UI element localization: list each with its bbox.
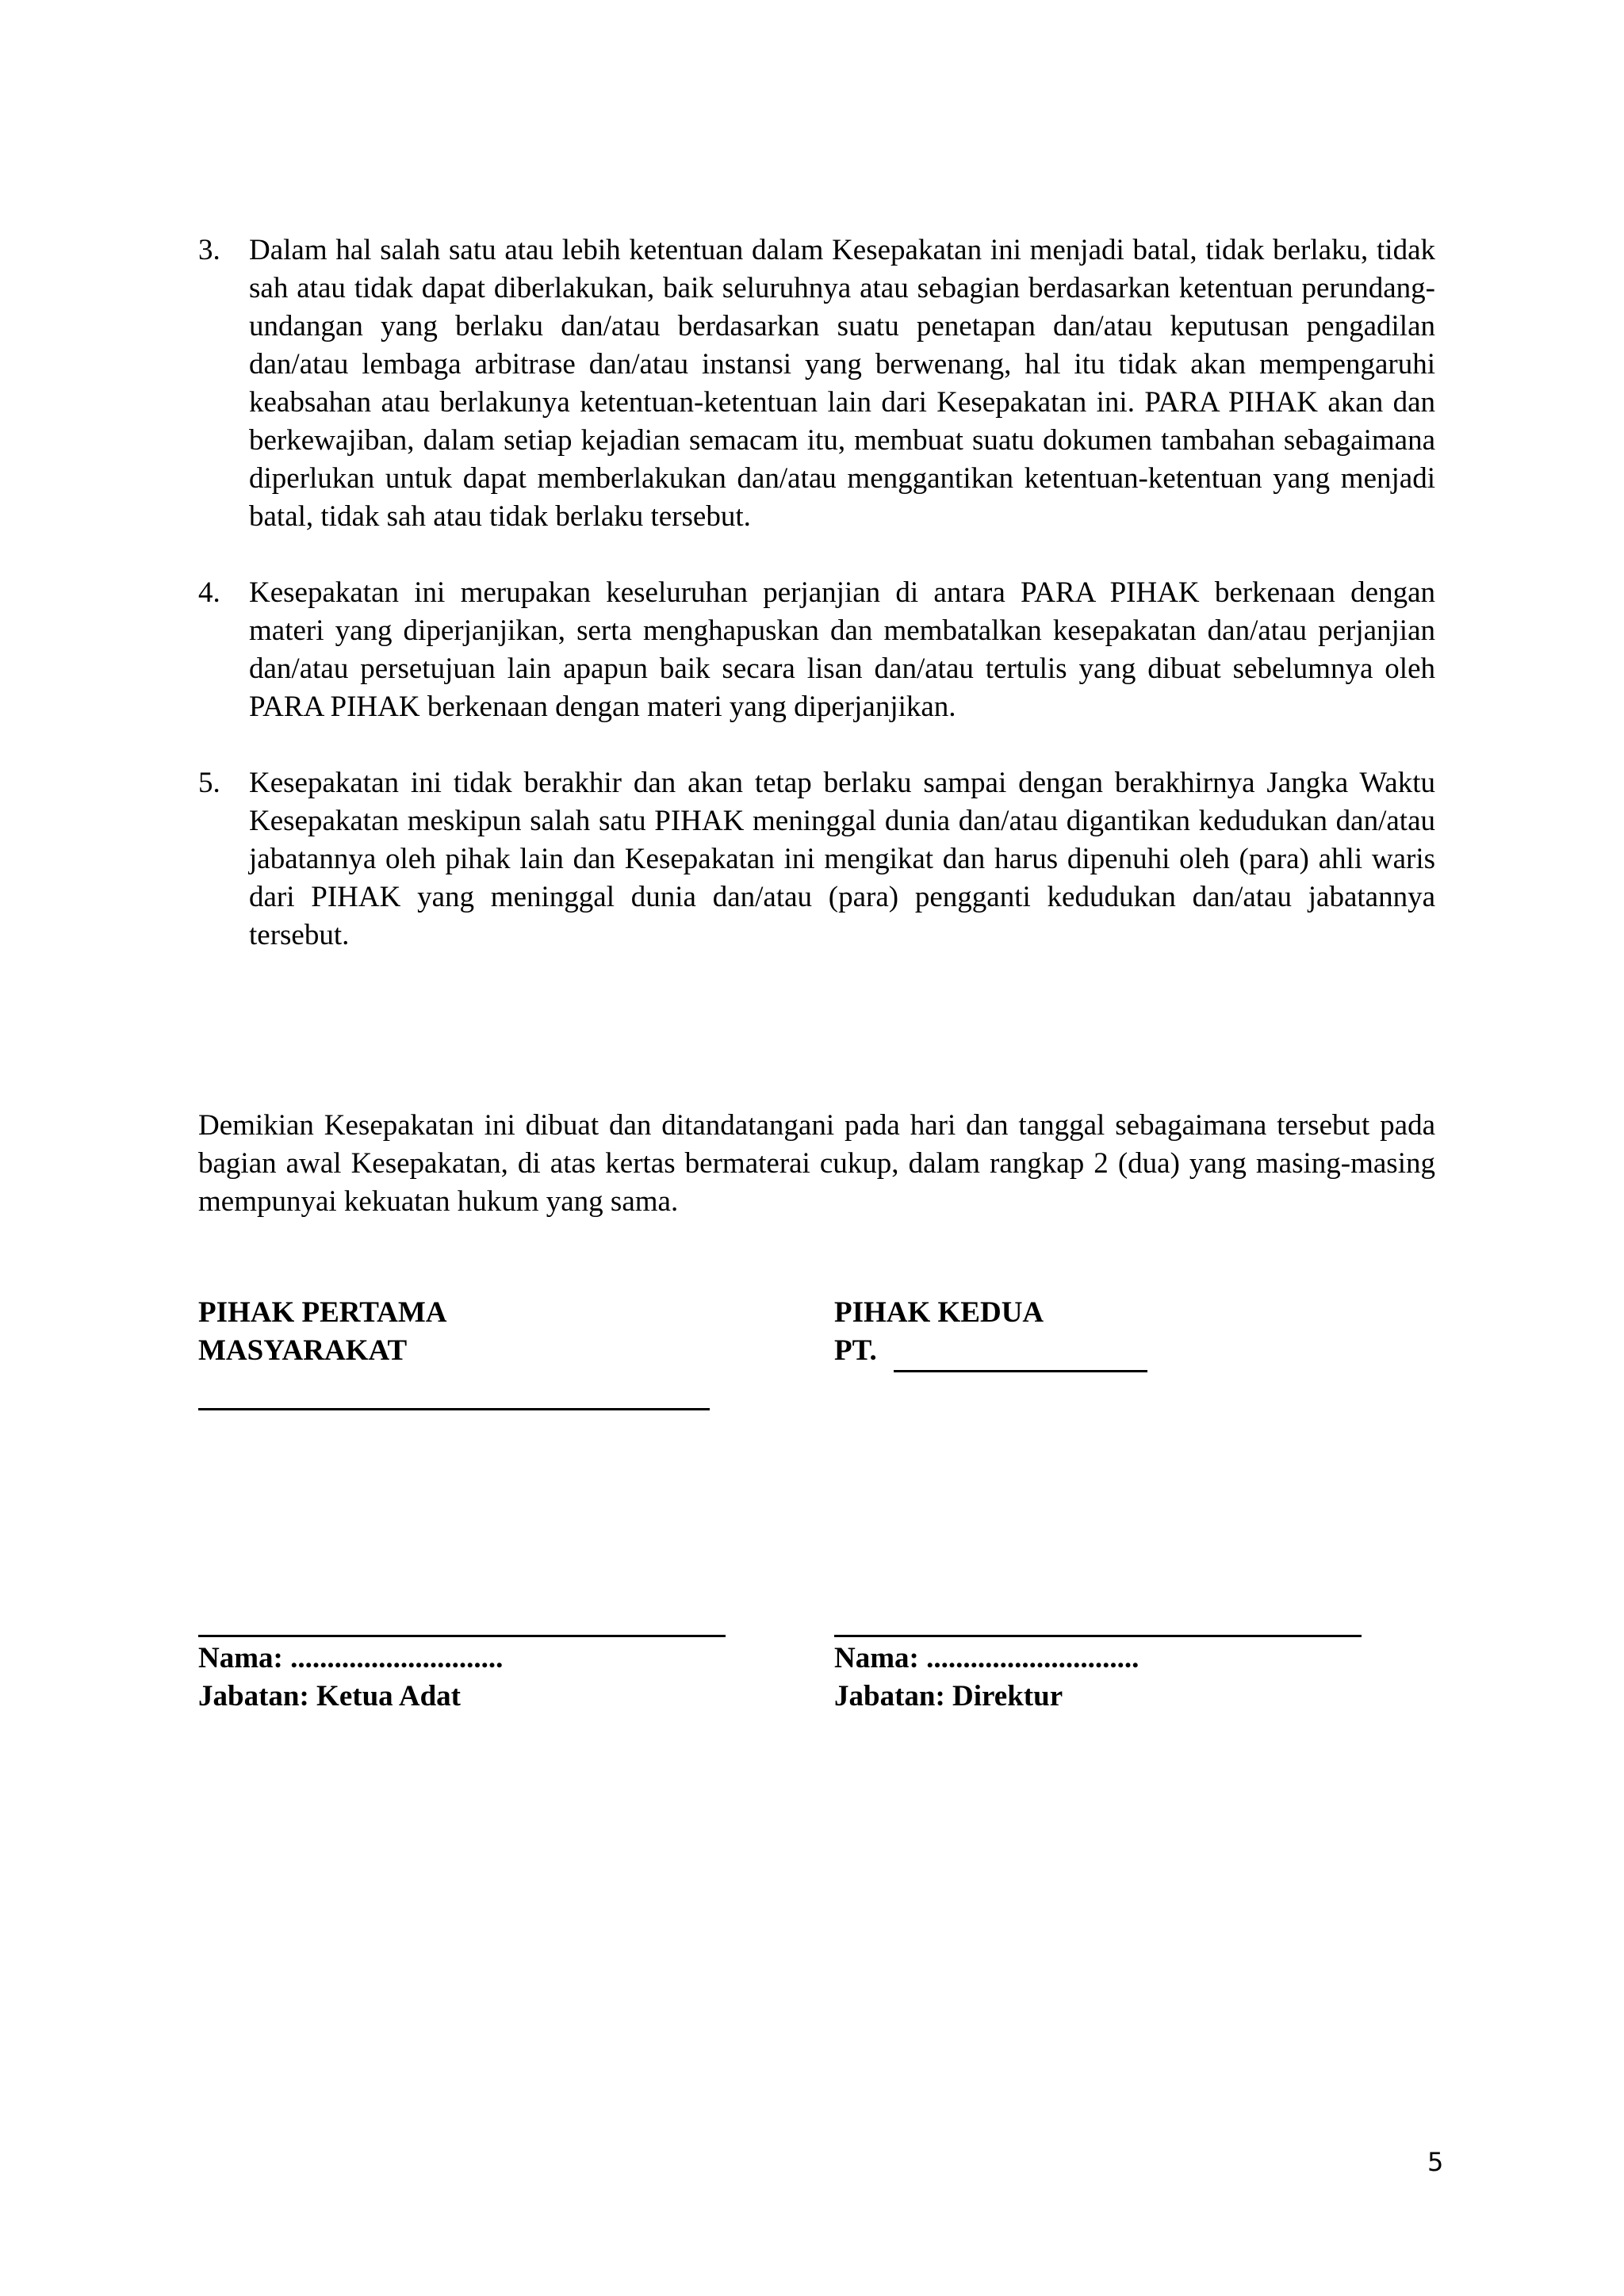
page-number: 5 — [1427, 2147, 1444, 2177]
closing-paragraph: Demikian Kesepakatan ini dibuat dan ditandatangani pada hari dan tanggal sebagaimana tersebut pada bagian awal Kesepakatan, di atas kertas bermaterai cukup, dalam rangkap 2 (dua) yang masing-masing mempunyai kekuatan hukum yang sama. — [198, 1109, 1435, 1218]
second-party-name-label: Nama: ............................. — [834, 1642, 1139, 1674]
first-party-position-label: Jabatan: Ketua Adat — [198, 1680, 461, 1712]
second-party-entity: PT. — [834, 1334, 877, 1367]
first-party-name-label: Nama: ............................. — [198, 1642, 504, 1674]
first-party-signature-line — [198, 1635, 726, 1637]
clause-list — [198, 232, 1435, 993]
clause-4 — [198, 574, 1435, 726]
clause-number: 5. — [198, 767, 220, 799]
second-party-heading: PIHAK KEDUA — [834, 1296, 1044, 1329]
first-party-entity: MASYARAKAT — [198, 1334, 408, 1367]
second-party-position-label: Jabatan: Direktur — [834, 1680, 1063, 1712]
second-party-signer — [834, 1640, 1139, 1716]
first-party-signer — [198, 1640, 503, 1716]
first-party-heading: PIHAK PERTAMA — [198, 1296, 447, 1329]
second-party-entity-row — [834, 1332, 1147, 1372]
clause-text: Kesepakatan ini merupakan keseluruhan perjanjian di antara PARA PIHAK berkenaan dengan materi yang diperjanjikan, serta menghapuskan dan membatalkan kesepakatan dan/atau perjanjian dan/atau persetujuan lain apapun baik secara lisan dan/atau tertulis yang dibuat sebelumnya oleh PARA PIHAK berkenaan dengan materi yang diperjanjikan. — [249, 576, 1435, 723]
clause-text: Kesepakatan ini tidak berakhir dan akan tetap berlaku sampai dengan berakhirnya Jangka Waktu Kesepakatan meskipun salah satu PIHAK meninggal dunia dan/atau digantikan kedudukan dan/atau jabatannya oleh pihak lain dan Kesepakatan ini mengikat dan harus dipenuhi oleh (para) ahli waris dari PIHAK yang meninggal dunia dan/atau (para) pengganti kedudukan dan/atau jabatannya tersebut. — [249, 767, 1435, 951]
clause-5 — [198, 764, 1435, 955]
clause-3 — [198, 232, 1435, 536]
first-party-name-blank — [198, 1408, 710, 1410]
clause-number: 3. — [198, 234, 220, 266]
clause-number: 4. — [198, 576, 220, 609]
second-party-block — [834, 1294, 1147, 1372]
company-name-blank — [894, 1332, 1147, 1372]
second-party-signature-line — [834, 1635, 1362, 1637]
clause-text: Dalam hal salah satu atau lebih ketentuan dalam Kesepakatan ini menjadi batal, tidak berlaku, tidak sah atau tidak dapat diberlakukan, baik seluruhnya atau sebagian berdasarkan ketentuan perundang-undangan yang berlaku dan/atau berdasarkan suatu penetapan dan/atau keputusan pengadilan dan/atau lembaga arbitrase dan/atau instansi yang berwenang, hal itu tidak akan mempengaruhi keabsahan atau berlakunya ketentuan-ketentuan lain dari Kesepakatan ini. PARA PIHAK akan dan berkewajiban, dalam setiap kejadian semacam itu, membuat suatu dokumen tambahan sebagaimana diperlukan untuk dapat memberlakukan dan/atau menggantikan ketentuan-ketentuan yang menjadi batal, tidak sah atau tidak berlaku tersebut. — [249, 234, 1435, 533]
first-party-block — [198, 1294, 447, 1370]
